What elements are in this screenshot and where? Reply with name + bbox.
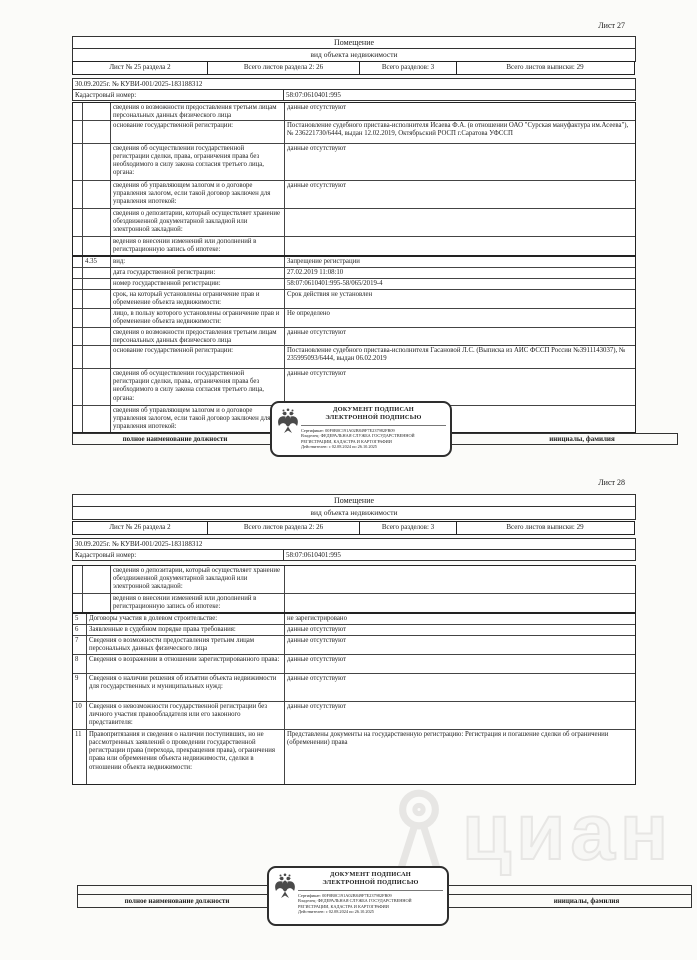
cadastral-row-1 (72, 89, 636, 101)
row-value-cell: Постановление судебного пристава-исполнителя Гасановой Л.С. (Выписка из АИС ФССП России №3911143037), № 235995093/6444, выдан 06.02.2019 (287, 346, 626, 362)
row-number-cell: 4.35 (83, 257, 111, 267)
row-value-cell: данные отсутствуют (287, 369, 347, 377)
row-label-cell: Договоры участия в долевом строительстве: (87, 614, 285, 624)
table-row (73, 289, 635, 308)
row-label-cell: Сведения о возможности предоставления третьим лицам персональных данных физического лица (87, 636, 285, 654)
row-number-cell (83, 209, 111, 236)
row-value-cell: не зарегистрировано (287, 614, 347, 622)
signature-stamp-1 (270, 401, 452, 457)
row-value-cell: Представлены документы на государственную регистрацию: Регистрация и погашение сделки об ограничении (обременении) права (287, 730, 609, 746)
row-number-cell (83, 328, 111, 345)
row-label-cell: ведения о внесении изменений или дополнений в регистрационную запись об ипотеке: (111, 237, 285, 255)
meta-cell: Всего разделов: 3 (359, 61, 457, 75)
meta-cell: Лист № 25 раздела 2 (72, 61, 208, 75)
table-row (73, 208, 635, 236)
emblem-icon (275, 408, 301, 434)
meta-row-2 (72, 521, 636, 535)
cadastral-row-2 (72, 549, 636, 561)
row-number-cell (83, 181, 111, 208)
row-number-cell: 9 (73, 674, 87, 701)
row-value-cell: данные отсутствуют (287, 144, 347, 152)
stamp-title: ДОКУМЕНТ ПОДПИСАН (333, 406, 414, 413)
meta-cell: Всего разделов: 3 (359, 521, 457, 535)
table-row (73, 236, 635, 255)
signature-position-label: полное наименование должности (124, 897, 230, 905)
signature-stamp-2 (267, 866, 449, 926)
table-row (73, 729, 635, 784)
registry-table-2 (72, 565, 636, 785)
row-number-cell: 6 (73, 625, 87, 635)
table-row (73, 120, 635, 143)
object-kind-box-2 (72, 494, 636, 520)
row-number-cell: 5 (73, 614, 87, 624)
row-label-cell: Сведения о невозможности государственной регистрации без личного участия правообладателя или его законного представителя: (87, 702, 285, 729)
table-row (73, 345, 635, 368)
row-label-cell: вид: (111, 257, 285, 267)
row-value-cell: Не определено (287, 309, 330, 317)
sheet-number-2: Лист 28 (598, 478, 625, 487)
table-row (73, 566, 635, 593)
row-value-cell: данные отсутствуют (287, 674, 347, 682)
table-row (73, 701, 635, 729)
row-value-cell: данные отсутствуют (287, 625, 347, 633)
sheet-number-1: Лист 27 (598, 21, 625, 30)
row-number-cell (83, 279, 111, 289)
cian-wordmark: циан (462, 787, 674, 876)
meta-cell: Лист № 26 раздела 2 (72, 521, 208, 535)
row-label-cell: сведения о возможности предоставления третьим лицам персональных данных физического лица (111, 328, 285, 345)
row-number-cell: 8 (73, 655, 87, 673)
table-row (73, 143, 635, 180)
table-row (73, 308, 635, 327)
meta-cell: Всего листов выписки: 29 (456, 521, 635, 535)
row-value-cell: 27.02.2019 11:08:10 (287, 268, 344, 276)
row-label-cell: основание государственной регистрации: (111, 121, 285, 143)
row-value-cell (285, 237, 635, 255)
stamp-owner: Владелец: ФЕДЕРАЛЬНАЯ СЛУЖБА ГОСУДАРСТВЕННОЙ РЕГИСТРАЦИИ, КАДАСТРА И КАРТОГРАФИИ (301, 433, 415, 444)
stamp-title-2: ЭЛЕКТРОННОЙ ПОДПИСЬЮ (322, 879, 419, 886)
row-number-cell (83, 309, 111, 327)
signature-bar-right-1 (431, 433, 678, 445)
table-row (73, 103, 635, 120)
row-value-cell: данные отсутствуют (287, 103, 347, 111)
row-value-cell (285, 566, 635, 593)
row-label-cell: сведения о возможности предоставления третьим лицам персональных данных физического лица (111, 103, 285, 120)
object-kind-caption: вид объекта недвижимости (310, 50, 398, 59)
row-label-cell: сведения об управляющем залогом и о договоре управления залогом, если такой договор заключен для управления ипотекой: (111, 181, 285, 208)
cadastral-label: Кадастровый номер: (73, 550, 284, 560)
row-value-cell: данные отсутствуют (287, 328, 347, 336)
row-label-cell: сведения о депозитарии, который осуществляет хранение обездвиженной документарной закладной или электронной закладной: (111, 209, 285, 236)
row-label-cell: основание государственной регистрации: (111, 346, 285, 368)
date-number-row-1: 30.09.2025г. № КУВИ-001/2025-183188312 (72, 78, 636, 90)
table-row (73, 327, 635, 345)
stamp-certificate: Сертификат: 00F0B0C191A02B849F7E237982FB09 (301, 427, 395, 433)
object-kind-caption: вид объекта недвижимости (310, 508, 398, 517)
row-number-cell (83, 268, 111, 278)
row-value-cell: данные отсутствуют (287, 655, 347, 663)
table-row (73, 654, 635, 673)
row-label-cell: сведения об осуществлении государственной регистрации сделки, права, ограничения права без необходимого в силу закона согласия третьего лица, органа: (111, 369, 285, 405)
row-value-cell: данные отсутствуют (287, 181, 347, 189)
row-label-cell: Сведения о наличии решения об изъятии объекта недвижимости для государственных и муниципальных нужд: (87, 674, 285, 701)
row-label-cell: срок, на который установлены ограничение прав и обременение объекта недвижимости: (111, 290, 285, 308)
meta-cell: Всего листов раздела 2: 26 (207, 521, 361, 535)
row-label-cell: ведения о внесении изменений или дополнений в регистрационную запись об ипотеке: (111, 594, 285, 612)
row-number-cell: 10 (73, 702, 87, 729)
meta-row-1 (72, 61, 636, 75)
row-number-cell: 7 (73, 636, 87, 654)
object-kind: Помещение (73, 495, 635, 507)
row-value-cell: Срок действия не установлен (287, 290, 373, 298)
table-row (73, 368, 635, 405)
row-number-cell (83, 406, 111, 432)
row-value-cell: Постановление судебного пристава-исполнителя Исаева Ф.А. (в отношении ОАО "Сурская мануфактура им.Асеева"), № 236221730/6444, выдан 12.02.2019, Октябрьский РОСП г.Саратова УФССП (287, 121, 629, 137)
row-value-cell (285, 209, 635, 236)
meta-cell: Всего листов раздела 2: 26 (207, 61, 361, 75)
row-number-cell (83, 103, 111, 120)
row-label-cell: Правопритязания и сведения о наличии поступивших, но не рассмотренных заявлений о проведении государственной регистрации права (перехода, прекращения права), ограничения права или обременения объекта недвижимости, сделки в отношении объекта недвижимости: (87, 730, 285, 784)
row-number-cell (83, 237, 111, 255)
object-kind-box-1 (72, 36, 636, 62)
row-number-cell (83, 121, 111, 143)
table-row (73, 593, 635, 612)
table-row (73, 635, 635, 654)
table-row (73, 267, 635, 278)
row-value-cell: Запрещение регистрации (287, 257, 360, 265)
row-value-cell: данные отсутствуют (287, 636, 347, 644)
row-label-cell: сведения о депозитарии, который осуществляет хранение обездвиженной документарной закладной или электронной закладной: (111, 566, 285, 593)
row-label-cell: сведения об управляющем залогом и о договоре управления залогом, если такой договор заключен для управления ипотекой: (111, 406, 285, 432)
cadastral-label: Кадастровый номер: (73, 90, 284, 100)
row-label-cell: дата государственной регистрации: (111, 268, 285, 278)
registry-table-1 (72, 102, 636, 433)
table-row (73, 180, 635, 208)
cadastral-value: 58:07:0610401:995 (286, 91, 341, 99)
signature-initials-label: инициалы, фамилия (553, 897, 620, 905)
stamp-validity: Действителен: с 02.08.2024 по 26.10.2025 (298, 909, 374, 915)
object-kind: Помещение (73, 37, 635, 49)
row-label-cell: Сведения о возражении в отношении зарегистрированного права: (87, 655, 285, 673)
row-label-cell: сведения об осуществлении государственной регистрации сделки, права, ограничения права без необходимого в силу закона согласия третьего лица, органа: (111, 144, 285, 180)
stamp-title-2: ЭЛЕКТРОННОЙ ПОДПИСЬЮ (325, 414, 422, 421)
stamp-title: ДОКУМЕНТ ПОДПИСАН (330, 871, 411, 878)
row-label-cell: номер государственной регистрации: (111, 279, 285, 289)
table-row (73, 255, 635, 267)
cadastral-value: 58:07:0610401:995 (286, 551, 341, 559)
row-value-cell (285, 594, 635, 612)
signature-position-label: полное наименование должности (122, 435, 228, 443)
row-number-cell (83, 369, 111, 405)
row-number-cell (83, 346, 111, 368)
row-number-cell: 11 (73, 730, 87, 784)
meta-cell: Всего листов выписки: 29 (456, 61, 635, 75)
row-label-cell: Заявленные в судебном порядке права требования: (87, 625, 285, 635)
emblem-icon (272, 873, 298, 899)
row-value-cell: 58:07:0610401:995-58/065/2019-4 (287, 279, 383, 287)
row-value-cell: данные отсутствуют (287, 702, 347, 710)
row-number-cell (83, 144, 111, 180)
date-number-row-2: 30.09.2025г. № КУВИ-001/2025-183188312 (72, 538, 636, 550)
table-row (73, 624, 635, 635)
table-row (73, 612, 635, 624)
cian-pin-icon (386, 786, 452, 878)
table-row (73, 278, 635, 289)
signature-bar-right-2 (436, 894, 692, 908)
stamp-validity: Действителен: с 02.08.2024 по 26.10.2025 (301, 444, 377, 450)
table-row (73, 673, 635, 701)
signature-initials-label: инициалы, фамилия (549, 435, 615, 443)
stamp-owner: Владелец: ФЕДЕРАЛЬНАЯ СЛУЖБА ГОСУДАРСТВЕННОЙ РЕГИСТРАЦИИ, КАДАСТРА И КАРТОГРАФИИ (298, 898, 412, 909)
row-number-cell (83, 290, 111, 308)
row-label-cell: лицо, в пользу которого установлены ограничение прав и обременение объекта недвижимости: (111, 309, 285, 327)
stamp-certificate: Сертификат: 00F0B0C191A02B849F7E237982FB09 (298, 892, 392, 898)
